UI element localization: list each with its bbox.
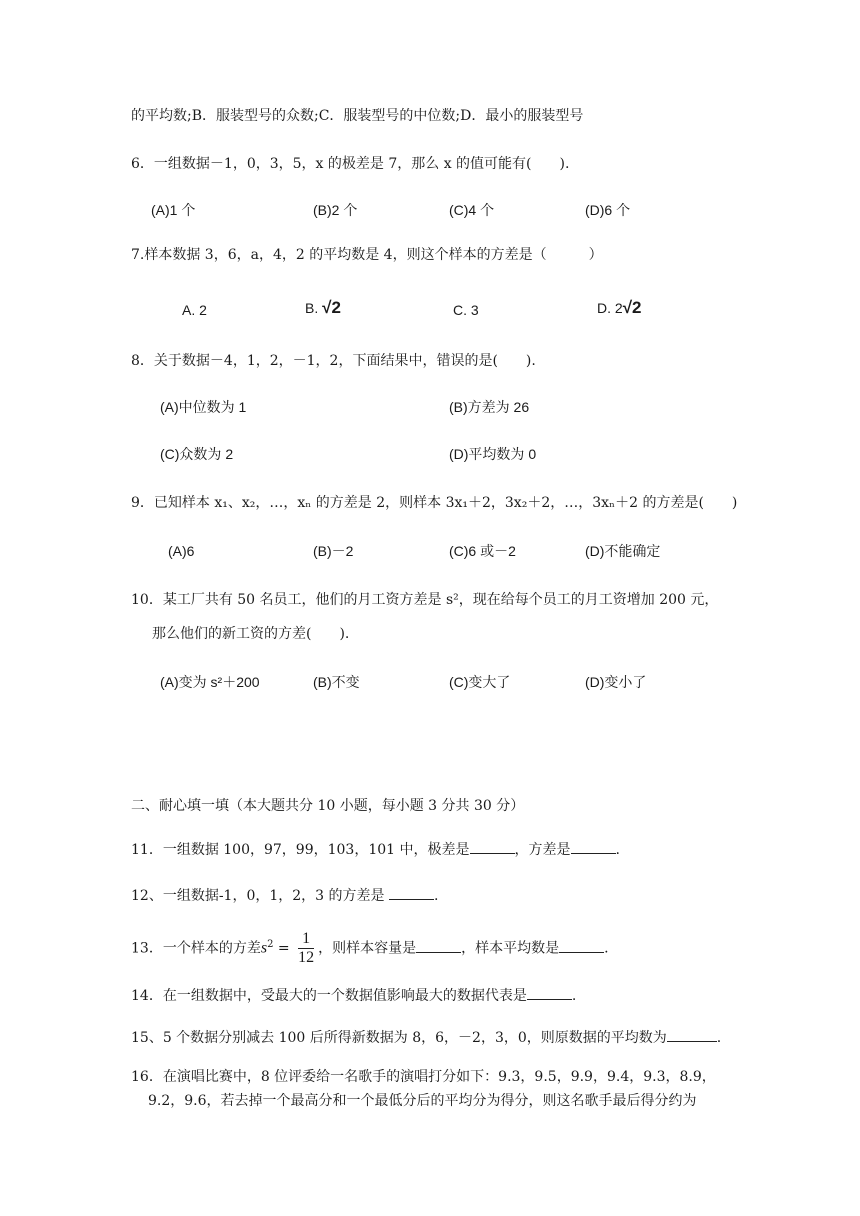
q14-text: 14．在一组数据中，受最大的一个数据值影响最大的数据代表是 <box>131 988 527 1004</box>
question-14 <box>131 985 576 1006</box>
question-5-tail: 的平均数;B．服装型号的众数;C．服装型号的中位数;D．最小的服装型号 <box>131 108 584 124</box>
q9-option-a: (A)6 <box>168 543 195 559</box>
q6-option-b: (B)2 个 <box>313 202 358 218</box>
q13-numerator: 1 <box>298 930 314 949</box>
q10-option-c: (C)变大了 <box>449 674 511 690</box>
q9-option-d: (D)不能确定 <box>585 543 661 559</box>
q11-text: 11．一组数据 100，97，99，103，101 中，极差是 <box>131 842 470 858</box>
q9-option-b: (B)－2 <box>313 543 354 559</box>
question-8: 8．关于数据－4，1，2，－1，2，下面结果中，错误的是( ). <box>131 353 536 369</box>
q13-period: . <box>604 940 609 957</box>
question-15 <box>131 1027 721 1048</box>
question-16-line2: 9.2，9.6，若去掉一个最高分和一个最低分后的平均分为得分，则这名歌手最后得分约为 <box>148 1093 697 1109</box>
q11-blank-variance[interactable] <box>571 839 616 854</box>
question-10-line1: 10．某工厂共有 50 名员工，他们的月工资方差是 s²，现在给每个员工的月工资增加 200 元， <box>131 592 719 608</box>
q7-option-b <box>305 298 341 318</box>
q14-blank[interactable] <box>527 985 572 1000</box>
q10-option-a: (A)变为 s²＋200 <box>160 674 260 690</box>
q13-text: 13．一个样本的方差 <box>131 940 261 957</box>
q15-period: . <box>716 1030 722 1046</box>
q8-option-d: (D)平均数为 0 <box>449 446 537 462</box>
q7-option-a: A. 2 <box>182 302 207 318</box>
q13-blank-size[interactable] <box>416 938 461 953</box>
q12-period: . <box>433 888 439 904</box>
q14-period: . <box>571 988 577 1004</box>
q13-fraction <box>298 930 314 967</box>
q7-option-d-radical: √2 <box>622 298 642 317</box>
q12-text: 12、一组数据-1，0，1，2，3 的方差是 <box>131 888 385 904</box>
question-9: 9．已知样本 x₁、x₂，…，xₙ 的方差是 2，则样本 3x₁＋2，3x₂＋2，…，3xₙ＋2 的方差是( ) <box>131 495 738 511</box>
q7-option-d-label: D. 2 <box>597 300 623 316</box>
q13-sup: 2 <box>267 939 274 950</box>
q7-option-d <box>597 298 641 318</box>
q8-option-c: (C)众数为 2 <box>160 446 234 462</box>
q6-option-d: (D)6 个 <box>585 202 631 218</box>
q11-period: . <box>615 842 620 858</box>
q6-option-a: (A)1 个 <box>151 202 196 218</box>
q8-option-b: (B)方差为 26 <box>449 399 530 415</box>
q10-option-d: (D)变小了 <box>585 674 647 690</box>
q10-option-b: (B)不变 <box>313 674 360 690</box>
question-6: 6．一组数据－1，0，3，5，x 的极差是 7，那么 x 的值可能有( ). <box>131 156 570 172</box>
q13-denominator: 12 <box>298 949 315 967</box>
question-16-line1: 16．在演唱比赛中，8 位评委给一名歌手的演唱打分如下：9.3，9.5，9.9，9.4，9.3，8.9， <box>131 1069 716 1085</box>
q6-option-c: (C)4 个 <box>449 202 495 218</box>
q13-blank-mean[interactable] <box>559 938 604 953</box>
question-12 <box>131 885 438 906</box>
q13-eq: = <box>273 940 295 957</box>
q7-option-b-label: B. <box>305 300 319 316</box>
q8-option-a: (A)中位数为 1 <box>160 399 247 415</box>
q12-blank[interactable] <box>389 885 434 900</box>
q7-option-b-radical: √2 <box>322 298 341 317</box>
q15-blank[interactable] <box>667 1027 717 1042</box>
q11-blank-range[interactable] <box>470 839 515 854</box>
question-11 <box>131 839 620 860</box>
q11-text-2: ，方差是 <box>514 842 571 858</box>
question-13 <box>131 922 609 968</box>
q13-text-3: ，样本平均数是 <box>461 940 560 957</box>
q9-option-c: (C)6 或－2 <box>449 543 516 559</box>
question-10-line2: 那么他们的新工资的方差( ). <box>152 626 350 642</box>
q7-option-c: C. 3 <box>453 302 479 318</box>
question-7: 7.样本数据 3，6，a，4，2 的平均数是 4，则这个样本的方差是（ ） <box>131 247 603 263</box>
q13-s: s <box>260 939 268 957</box>
q13-text-2: ，则样本容量是 <box>318 940 417 957</box>
section-2-heading: 二、耐心填一填（本大题共分 10 小题，每小题 3 分共 30 分） <box>131 798 525 814</box>
q15-text: 15、5 个数据分别减去 100 后所得新数据为 8，6，－2，3，0，则原数据的平均数为 <box>131 1030 667 1046</box>
